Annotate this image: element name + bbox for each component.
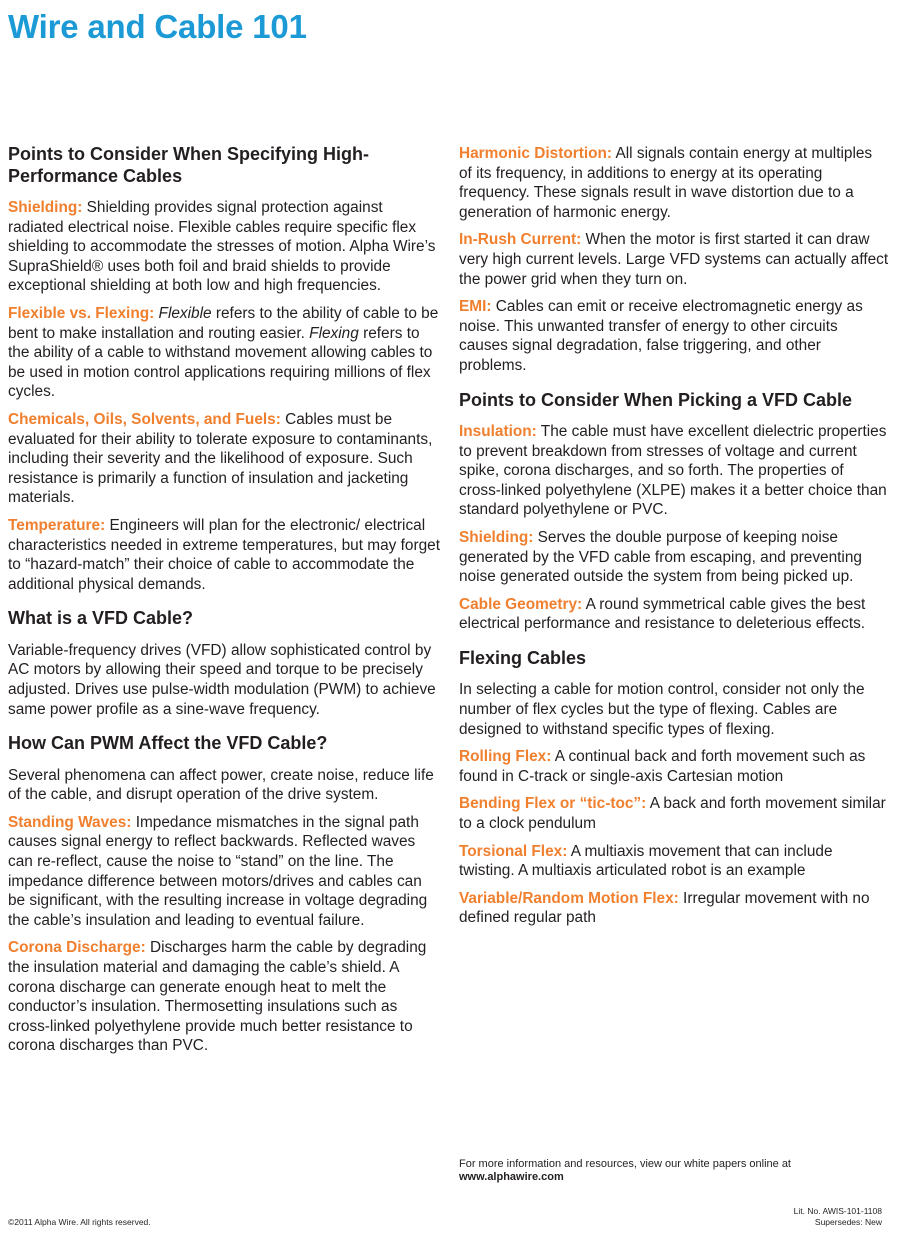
website-link[interactable]: www.alphawire.com	[459, 1171, 564, 1183]
copyright-text: ©2011 Alpha Wire. All rights reserved.	[8, 1217, 151, 1227]
paragraph-text: refers to the ability of a cable to withstand movement allowing cables to be used in motion control applications requiring millions of flex cycles.	[8, 324, 433, 401]
left-column	[8, 144, 440, 1064]
paragraph-text: A round symmetrical cable gives the best electrical performance and resistance to deleterious effects.	[459, 595, 866, 633]
paragraph-text: Cables must be evaluated for their ability to tolerate exposure to contaminants, including their severity and the likelihood of exposure. Such resistance is primarily a function of insulation and jacketing materials.	[8, 410, 433, 507]
paragraph-standing-waves	[8, 813, 440, 931]
paragraph-text: Serves the double purpose of keeping noise generated by the VFD cable from escaping, and preventing noise generated outside the system from being picked up.	[459, 529, 862, 586]
emphasis-flexible: Flexible	[158, 304, 212, 322]
section-heading-what-is-vfd: What is a VFD Cable?	[8, 608, 194, 629]
paragraph-text: All signals contain energy at multiples of its frequency, in additions to energy at its operating frequency. These signals result in wave distortion due to a generation of harmonic energy.	[459, 145, 873, 221]
paragraph-insulation	[459, 422, 889, 520]
paragraph-text: Shielding provides signal protection against radiated electrical noise. Flexible cables require specific flex shielding to accommodate the stresses of motion. Alpha Wire’s SupraShield® uses both foil and braid shields to provide exceptional shielding at both low and high frequencies.	[8, 199, 436, 295]
paragraph-flexing: In selecting a cable for motion control, consider not only the number of flex cycles but the type of flexing. Cables are designed to withstand specific types of flexing.	[459, 681, 865, 738]
paragraph-harmonic-distortion	[459, 144, 889, 222]
term-label: Temperature:	[8, 516, 106, 534]
paragraph-pwm: Several phenomena can affect power, create noise, reduce life of the cable, and disrupt operation of the drive system.	[8, 766, 434, 804]
paragraph-emi	[459, 297, 889, 375]
section-heading-flexing-cables: Flexing Cables	[459, 647, 587, 668]
paragraph-text: When the motor is first started it can draw very high current levels. Large VFD systems can actually affect the power grid when they turn on.	[459, 231, 889, 288]
paragraph-in-rush-current	[459, 230, 889, 289]
supersedes-text: Supersedes: New	[814, 1217, 882, 1227]
term-label: Standing Waves:	[8, 813, 132, 831]
right-column	[459, 144, 889, 936]
paragraph-text: A continual back and forth movement such as found in C-track or single-axis Cartesian motion	[459, 748, 866, 785]
term-label: Insulation:	[459, 423, 537, 441]
paragraph-text: A back and forth movement similar to a clock pendulum	[459, 795, 886, 833]
paragraph-bending-flex	[459, 794, 889, 833]
term-label: Shielding:	[8, 199, 83, 216]
paragraph-corona-discharge	[8, 938, 440, 1056]
term-label: Torsional Flex:	[459, 842, 568, 860]
term-label: Variable/Random Motion Flex:	[459, 889, 679, 907]
section-heading-pwm: How Can PWM Affect the VFD Cable?	[8, 733, 328, 754]
term-label: Chemicals, Oils, Solvents, and Fuels:	[8, 410, 281, 428]
paragraph-vfd: Variable-frequency drives (VFD) allow sophisticated control by AC motors by allowing their speed and torque to be precisely adjusted. Drives use pulse-width modulation (PWM) to achieve same power profile as a sine-wave frequency.	[8, 641, 436, 718]
paragraph-text: Cables can emit or receive electromagnetic energy as noise. This unwanted transfer of energy to other circuits causes signal degradation, false triggering, and other problems.	[459, 298, 863, 374]
term-label: Rolling Flex:	[459, 748, 552, 766]
term-label: Cable Geometry:	[459, 595, 583, 613]
literature-number	[794, 1206, 882, 1228]
paragraph-text: Engineers will plan for the electronic/ electrical characteristics needed in extreme temperatures, but may forget to “hazard-match” their choice of cable to accommodate the additional physical demands.	[8, 516, 440, 593]
term-label: In-Rush Current:	[459, 231, 582, 249]
section-heading-specifying: Points to Consider When Specifying High-Performance Cables	[8, 144, 370, 186]
section-heading-picking-vfd: Points to Consider When Picking a VFD Cable	[459, 389, 853, 410]
paragraph-temperature	[8, 516, 440, 594]
lit-no-text: Lit. No. AWIS-101-1108	[793, 1206, 882, 1216]
paragraph-text: refers to the ability of cable to be bent to make installation and routing easier.	[8, 304, 439, 342]
paragraph-variable-motion-flex	[459, 889, 889, 928]
emphasis-flexing: Flexing	[309, 324, 359, 342]
term-label: Bending Flex or “tic-toc”:	[459, 795, 647, 813]
term-label: Corona Discharge:	[8, 939, 146, 957]
paragraph-text: The cable must have excellent dielectric properties to prevent breakdown from stresses of voltage and current spike, corona discharges, and so forth. The properties of cross-linked polyethylene (XLPE) makes it a better choice than standard polyethylene or PVC.	[459, 423, 887, 519]
term-label: Harmonic Distortion:	[459, 145, 613, 162]
term-label: Flexible vs. Flexing:	[8, 304, 155, 322]
term-label: Shielding:	[459, 529, 534, 546]
paragraph-shielding	[8, 198, 440, 296]
footer-more-info	[459, 1158, 791, 1184]
paragraph-flexible-vs-flexing	[8, 304, 440, 402]
more-info-text: For more information and resources, view our white papers online at	[459, 1158, 791, 1170]
paragraph-shielding-vfd	[459, 528, 889, 587]
paragraph-text: A multiaxis movement that can include twisting. A multiaxis articulated robot is an example	[459, 842, 833, 880]
term-label: EMI:	[459, 298, 492, 316]
page-title: Wire and Cable 101	[8, 8, 307, 45]
paragraph-cable-geometry	[459, 595, 889, 634]
paragraph-torsional-flex	[459, 842, 889, 881]
paragraph-chemicals	[8, 410, 440, 508]
paragraph-text: Irregular movement with no defined regular path	[459, 889, 870, 927]
paragraph-rolling-flex	[459, 747, 889, 786]
paragraph-text: Impedance mismatches in the signal path causes signal energy to reflect backwards. Reflected waves can re-reflect, cause the noise to “stand” on the line. The impedance difference between motors/drives and cables can be significant, with the resulting increase in voltage degrading the cable’s insulation and leading to eventual failure.	[8, 813, 428, 929]
paragraph-text: Discharges harm the cable by degrading the insulation material and damaging the cable’s shield. A corona discharge can generate enough heat to melt the conductor’s insulation. Thermosetting insulations such as cross-linked polyethylene provide much better resistance to corona discharges than PVC.	[8, 939, 427, 1055]
